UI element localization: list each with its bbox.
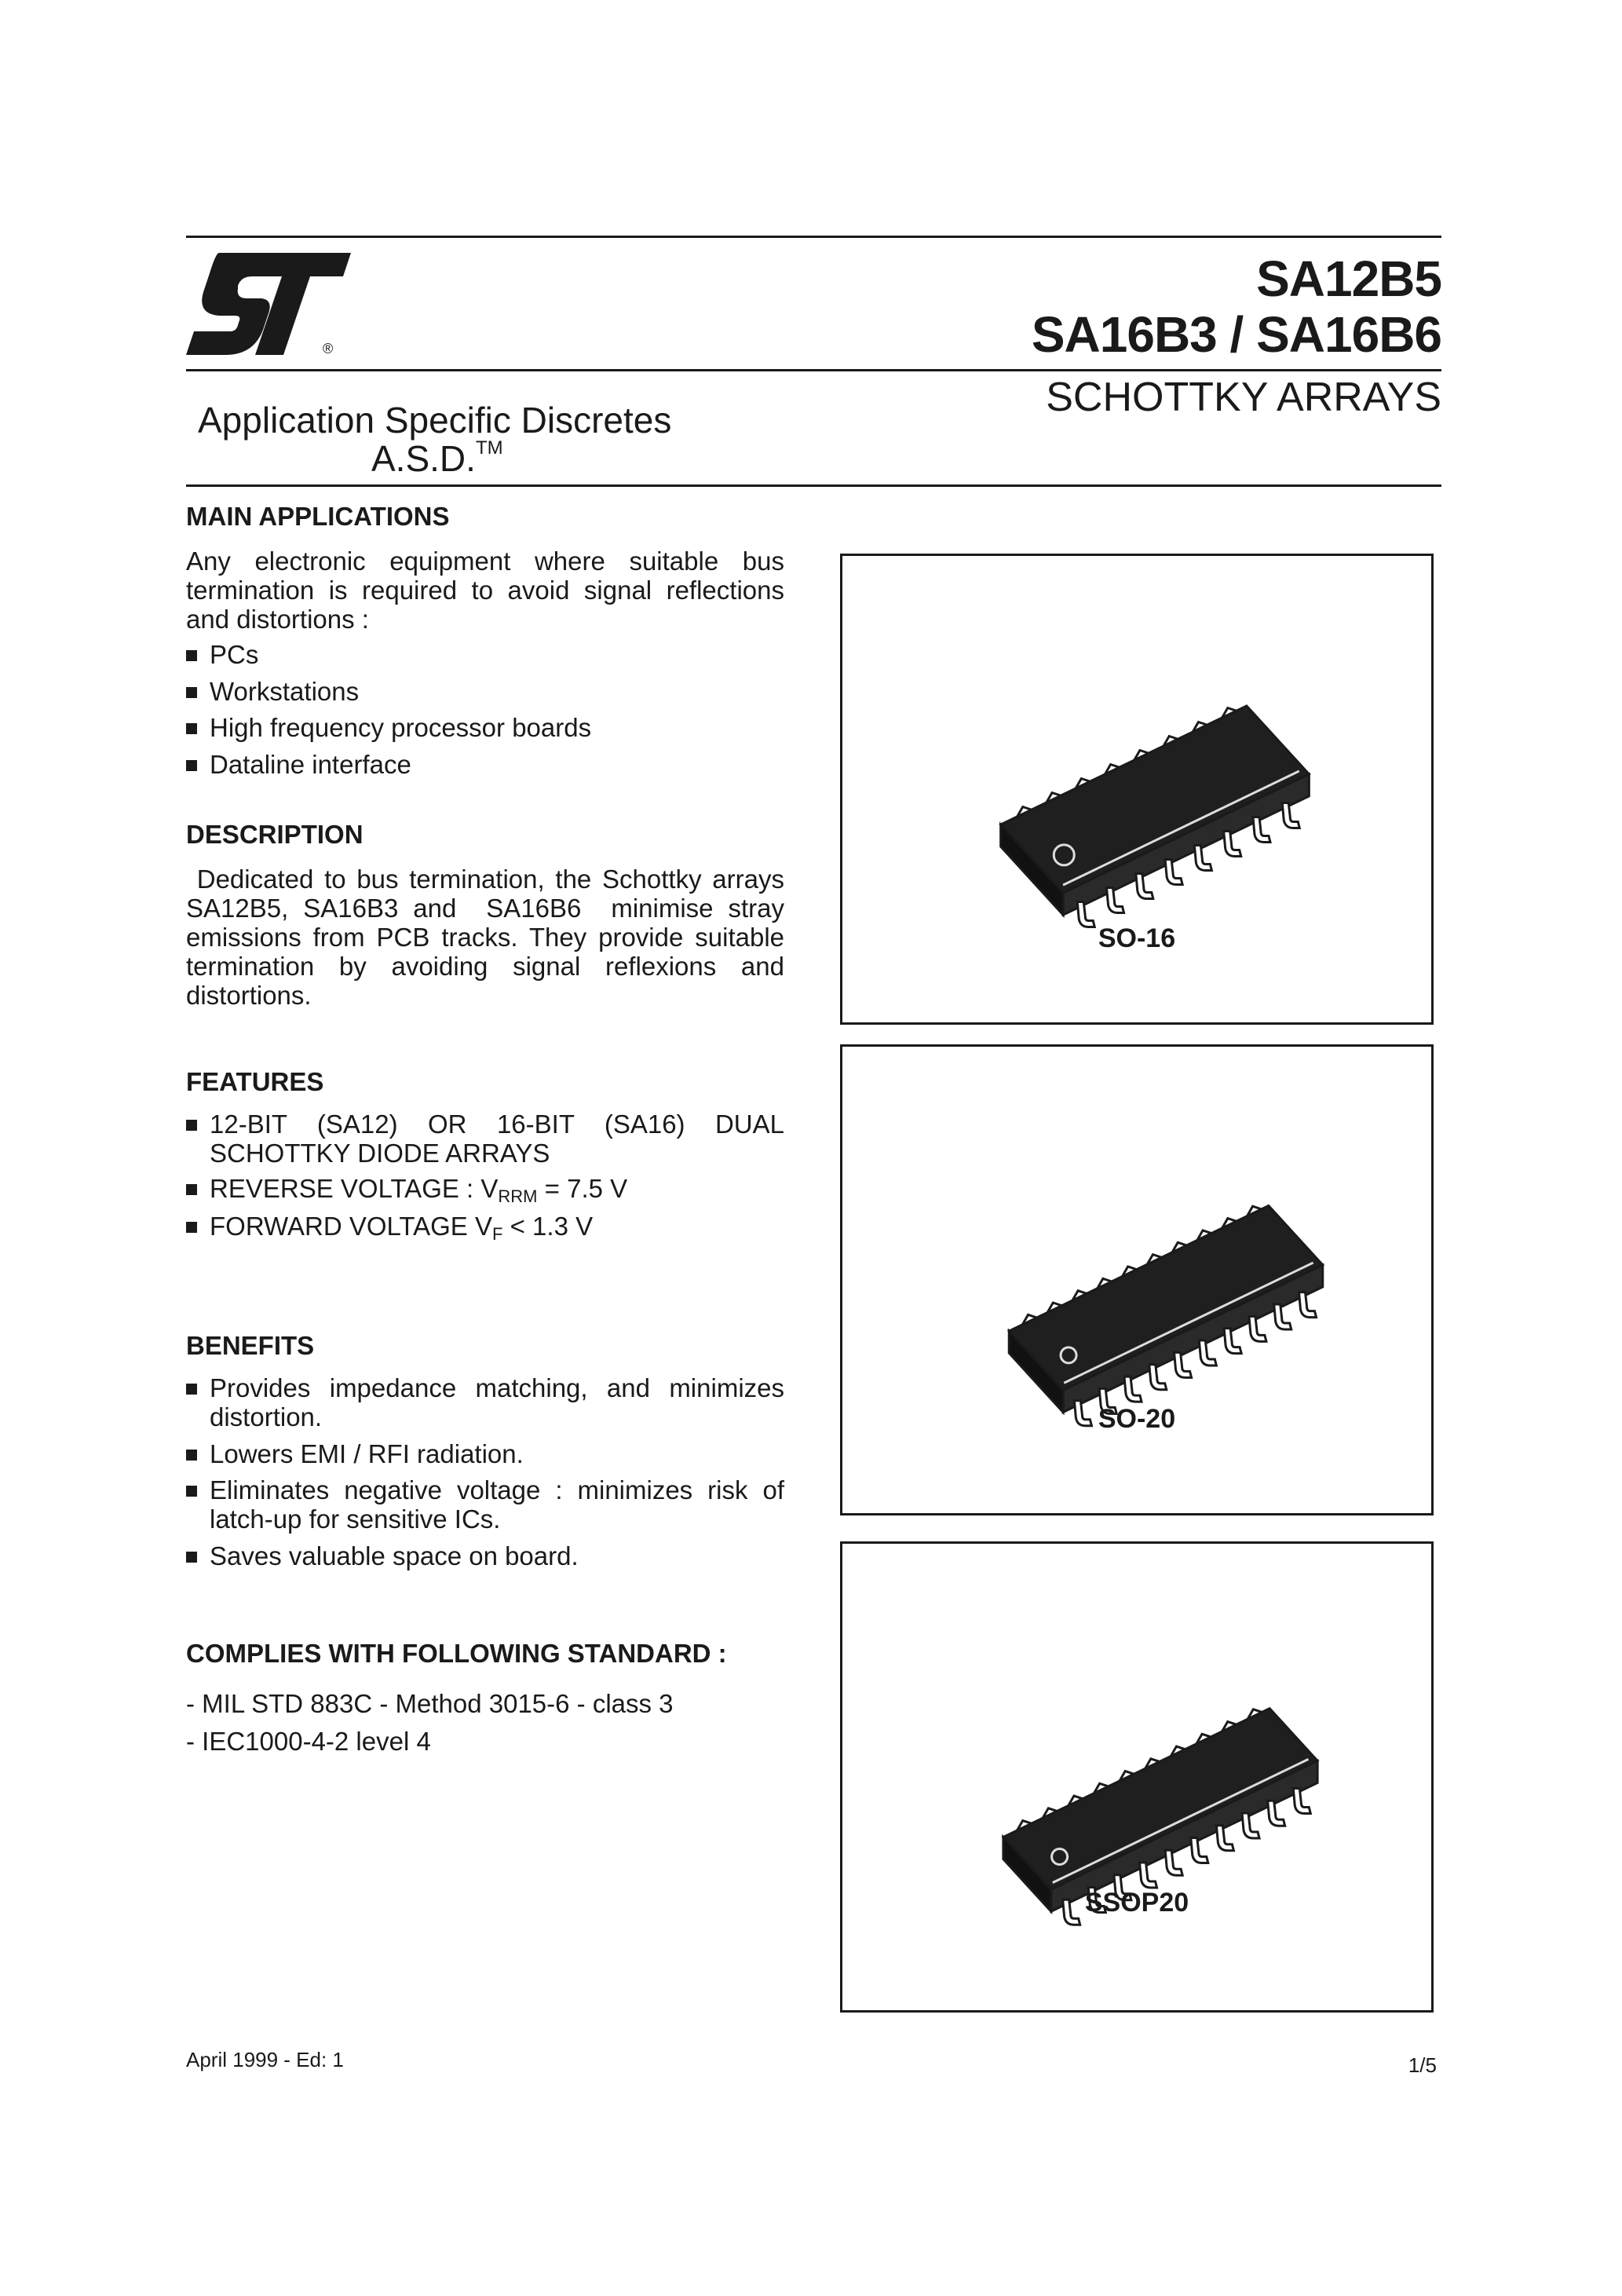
- chip-drawing: [1001, 706, 1310, 927]
- application-item-text: Dataline interface: [210, 750, 411, 779]
- chip-drawing: [1009, 1206, 1323, 1426]
- chip-pin: [1249, 1316, 1266, 1341]
- feature-item: [186, 1110, 784, 1168]
- bullet-icon: [186, 760, 197, 771]
- application-item-text: Workstations: [210, 677, 360, 706]
- so20-chip-image: [842, 1047, 1431, 1513]
- chip-pin: [1107, 888, 1124, 913]
- ssop20-chip-image: [842, 1544, 1431, 2010]
- page-number: 1/5: [1408, 2053, 1437, 2077]
- chip-pin: [1194, 846, 1211, 871]
- asd-abbrev: A.S.D.: [371, 438, 476, 479]
- benefit-item: [186, 1439, 784, 1468]
- benefit-item: [186, 1475, 784, 1534]
- bullet-icon: [186, 1486, 197, 1497]
- bullet-icon: [186, 1184, 197, 1195]
- chip-pin: [1165, 860, 1182, 885]
- bullet-icon: [186, 1450, 197, 1461]
- chip-pin: [1191, 1837, 1208, 1863]
- chip-pin: [1224, 1329, 1241, 1354]
- chip-pin: [1199, 1340, 1216, 1366]
- footer-date: April 1999 - Ed: 1: [186, 2048, 344, 2071]
- feature-forward-suffix: < 1.3 V: [502, 1212, 594, 1241]
- chip-pin: [1253, 817, 1270, 843]
- bullet-icon: [186, 1552, 197, 1563]
- feature-forward-subscript: F: [492, 1224, 503, 1244]
- chip-pin: [1216, 1826, 1233, 1851]
- standards-heading: COMPLIES WITH FOLLOWING STANDARD :: [186, 1639, 727, 1668]
- bullet-icon: [186, 1222, 197, 1233]
- features-heading: FEATURES: [186, 1067, 324, 1096]
- benefit-item-text: Saves valuable space on board.: [210, 1541, 579, 1570]
- chip-pin: [1136, 874, 1153, 899]
- benefit-item-text: Lowers EMI / RFI radiation.: [210, 1439, 524, 1468]
- bullet-icon: [186, 1120, 197, 1131]
- feature-forward-prefix: FORWARD VOLTAGE V: [210, 1212, 492, 1241]
- chip-pin: [1242, 1813, 1259, 1838]
- registered-mark: ®: [323, 341, 334, 356]
- application-item: [186, 677, 784, 706]
- bullet-icon: [186, 687, 197, 698]
- application-item-text: High frequency processor boards: [210, 713, 592, 742]
- trademark-mark: TM: [475, 437, 503, 459]
- chip-pin: [1124, 1377, 1142, 1402]
- standard-item: - IEC1000-4-2 level 4: [186, 1727, 431, 1756]
- feature-item: [186, 1174, 784, 1211]
- chip-pin: [1224, 832, 1241, 857]
- package-label: SO-20: [1098, 1404, 1176, 1434]
- chip-pin: [1165, 1850, 1182, 1875]
- asd-title-line1: Application Specific Discretes: [198, 400, 672, 441]
- st-logo: [186, 253, 355, 355]
- bullet-icon: [186, 1384, 197, 1395]
- package-box-so16: [840, 554, 1434, 1025]
- main-applications-intro: Any electronic equipment where suitable bus termination is required to avoid signal reflections and distortions :: [186, 547, 784, 634]
- header-middle-rule: [186, 369, 1441, 371]
- asd-title-line2: [371, 437, 503, 480]
- standard-item: - MIL STD 883C - Method 3015-6 - class 3: [186, 1689, 674, 1718]
- package-box-so20: [840, 1044, 1434, 1515]
- benefit-item-text: Eliminates negative voltage : minimizes risk of latch-up for sensitive ICs.: [210, 1475, 784, 1534]
- feature-reverse-prefix: REVERSE VOLTAGE : V: [210, 1174, 499, 1203]
- chip-pin: [1293, 1788, 1310, 1813]
- main-applications-heading: MAIN APPLICATIONS: [186, 502, 450, 531]
- bullet-icon: [186, 650, 197, 661]
- package-label: SO-16: [1098, 923, 1176, 953]
- chip-pin: [1149, 1365, 1167, 1390]
- part-number-line1: SA12B5: [1256, 250, 1441, 307]
- feature-item: [186, 1212, 784, 1249]
- chip-pin: [1140, 1863, 1157, 1888]
- application-item: [186, 640, 784, 669]
- chip-pin: [1299, 1292, 1316, 1318]
- product-subtitle: SCHOTTKY ARRAYS: [1046, 375, 1441, 420]
- chip-pin: [1174, 1352, 1192, 1377]
- part-number-line2: SA16B3 / SA16B6: [1031, 306, 1441, 363]
- application-item: [186, 713, 784, 742]
- benefit-item-text: Provides impedance matching, and minimizes distortion.: [210, 1373, 784, 1431]
- description-text: Dedicated to bus termination, the Schottky arrays SA12B5, SA16B3 and SA16B6 minimise stray emissions from PCB tracks. They provide suitable termination by avoiding signal reflexions and distortions.: [186, 865, 792, 1010]
- feature-reverse-suffix: = 7.5 V: [537, 1174, 628, 1203]
- benefit-item: [186, 1541, 784, 1570]
- description-heading: DESCRIPTION: [186, 820, 363, 849]
- feature-item-text: 12-BIT (SA12) OR 16-BIT (SA16) DUAL SCHOTTKY DIODE ARRAYS: [210, 1110, 784, 1168]
- application-item: [186, 750, 784, 779]
- chip-pin: [1274, 1304, 1291, 1329]
- feature-reverse-subscript: RRM: [498, 1186, 538, 1206]
- benefit-item: [186, 1373, 784, 1431]
- package-box-ssop20: [840, 1541, 1434, 2013]
- application-item-text: PCs: [210, 640, 259, 669]
- chip-pin: [1268, 1801, 1285, 1826]
- st-logo-mark: [186, 253, 355, 355]
- header-bottom-rule: [186, 484, 1441, 487]
- package-label: SSOP20: [1084, 1888, 1189, 1918]
- chip-pin: [1282, 803, 1299, 828]
- header-top-rule: [186, 236, 1441, 238]
- bullet-icon: [186, 723, 197, 734]
- benefits-heading: BENEFITS: [186, 1331, 315, 1360]
